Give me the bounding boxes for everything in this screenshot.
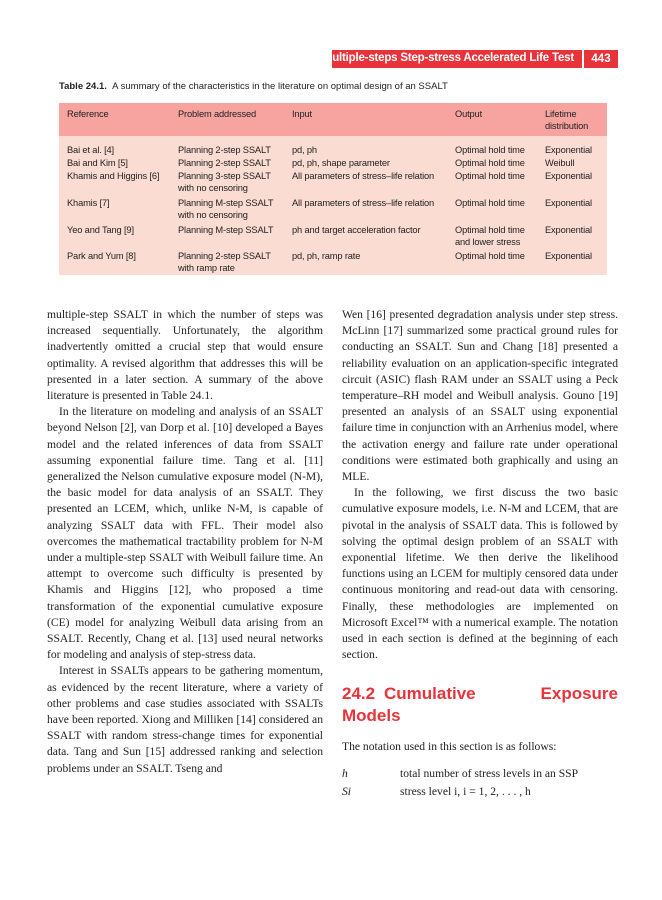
col-header-input: Input [292,109,312,119]
row4-output: Optimal hold time [455,198,525,208]
row3-dist: Exponential [545,171,592,181]
row6-input: pd, ph, ramp rate [292,251,361,261]
row4-dist: Exponential [545,198,592,208]
left-paragraph-2: In the literature on modeling and analysis of an SSALT beyond Nelson [2], van Dorp et al. [10] developed a Bayes model and the related inferences of data from SSALT assuming exponential failure time. Tang et al. [11] generalized the Nelson cumulative exposure model (N-M), the basic model for data analysis of an SSALT. They presented an LCEM, which, unlike N-M, is capable of analyzing SSALT data with FFL. Their model also overcomes the mathematical tractability problem for N-M under a multiple-step SSALT with Weibull failure time. An attempt to overcome such difficulty is presented by Khamis and Higgins [12], who proposed a time transformation of the exponential cumulative exposure (CE) model for analyzing Weibull data arising from an SSALT. Recently, Chang et al. [13] used neural networks for modeling and analysis of step-stress data. [47,405,323,662]
section-number: 24.2 [342,684,376,704]
row3-problem: Planning 3-step SSALT with no censoring [178,171,271,193]
left-paragraph-3: Interest in SSALTs appears to be gathering momentum, as evidenced by the recent literature, where a variety of other problems and case studies associated with SSALTs have been reported. Xiong and Milliken [14] considered an SSALT with random stress-change times for exponential data. Tang and Sun [15] addressed ranking and selection problems under an SSALT. Tseng and [47,664,323,775]
notation-item [342,784,618,800]
col-header-output: Output [455,109,483,119]
row5-problem: Planning M-step SSALT [178,225,274,235]
notation-symbol: h [342,766,348,780]
row3-reference: Khamis and Higgins [6] [67,171,160,181]
col-header-distribution: Lifetime distribution [545,109,589,131]
right-paragraph-1: Wen [16] presented degradation analysis under step stress. McLinn [17] summarized some practical ground rules for conducting an SSALT. Sun and Chang [18] presented a reliability evaluation on an application-specific integrated circuit (ASIC) flash RAM under an SSALT using a Peck temperature–RH model and Weibull analysis. Gouno [19] presented an analysis of an SSALT using exponential failure time in conjunction with an Arrhenius model, where the activation energy and failure rate under operational conditions were estimated both graphically and using an MLE. [342,308,618,484]
notation-item [342,766,618,782]
row6-reference: Park and Yum [8] [67,251,136,261]
section-title: Cumulative Exposure Models [342,684,618,726]
summary-table [59,103,607,275]
page-number: 443 [582,50,618,68]
row3-input: All parameters of stress–life relation [292,171,435,181]
row4-problem: Planning M-step SSALT with no censoring [178,198,274,220]
running-header [322,50,618,68]
left-paragraph-1: multiple-step SSALT in which the number of steps was increased sequentially. Unfortunately, the algorithm inadvertently omitted a crucial step that would ensure optimality. A revised algorithm that addresses this will be presented in a later section. A summary of the above literature is presented in Table 24.1. [47,308,323,403]
row5-output: Optimal hold time and lower stress [455,225,525,247]
row1-reference: Bai et al. [4] [67,145,114,155]
row4-reference: Khamis [7] [67,198,110,208]
row2-input: pd, ph, shape parameter [292,158,390,168]
row2-output: Optimal hold time [455,158,525,168]
row1-problem: Planning 2-step SSALT [178,145,271,155]
row1-input: pd, ph [292,145,317,155]
row6-problem: Planning 2-step SSALT with ramp rate [178,251,271,273]
section-heading [342,683,618,727]
table-header-row [59,103,607,136]
notation-definition: total number of stress levels in an SSP [400,766,579,780]
notation-definition: stress level i, i = 1, 2, . . . , h [400,784,531,798]
row2-dist: Weibull [545,158,575,168]
row6-dist: Exponential [545,251,592,261]
notation-symbol: Si [342,784,352,798]
row2-reference: Bai and Kim [5] [67,158,128,168]
left-column [47,307,323,777]
table-label: Table 24.1. [59,81,107,92]
row4-input: All parameters of stress–life relation [292,198,435,208]
row1-dist: Exponential [545,145,592,155]
row1-output: Optimal hold time [455,145,525,155]
running-title: Multiple-steps Step-stress Accelerated Life Test [322,52,574,64]
row6-output: Optimal hold time [455,251,525,261]
row5-reference: Yeo and Tang [9] [67,225,134,235]
right-paragraph-2: In the following, we first discuss the two basic cumulative exposure models, i.e. N-M and LCEM, that are pivotal in the analysis of SSALT data. This is followed by solving the optimal design problem of an SSALT with exponential lifetime. We then derive the likelihood functions using an LCEM for multiply censored data under continuous monitoring and read-out data with censoring. Finally, these methodologies are implemented on Microsoft Excel™ with a numerical example. The notation used in each section is defined at the beginning of each section. [342,486,618,662]
row5-dist: Exponential [545,225,592,235]
right-column [342,307,618,800]
col-header-reference: Reference [67,109,109,119]
col-header-problem: Problem addressed [178,109,257,119]
row3-output: Optimal hold time [455,171,525,181]
row5-input: ph and target acceleration factor [292,225,421,235]
table-caption [59,81,448,92]
row2-problem: Planning 2-step SSALT [178,158,271,168]
table-caption-text: A summary of the characteristics in the literature on optimal design of an SSALT [112,81,448,92]
notation-intro: The notation used in this section is as follows: [342,740,557,754]
